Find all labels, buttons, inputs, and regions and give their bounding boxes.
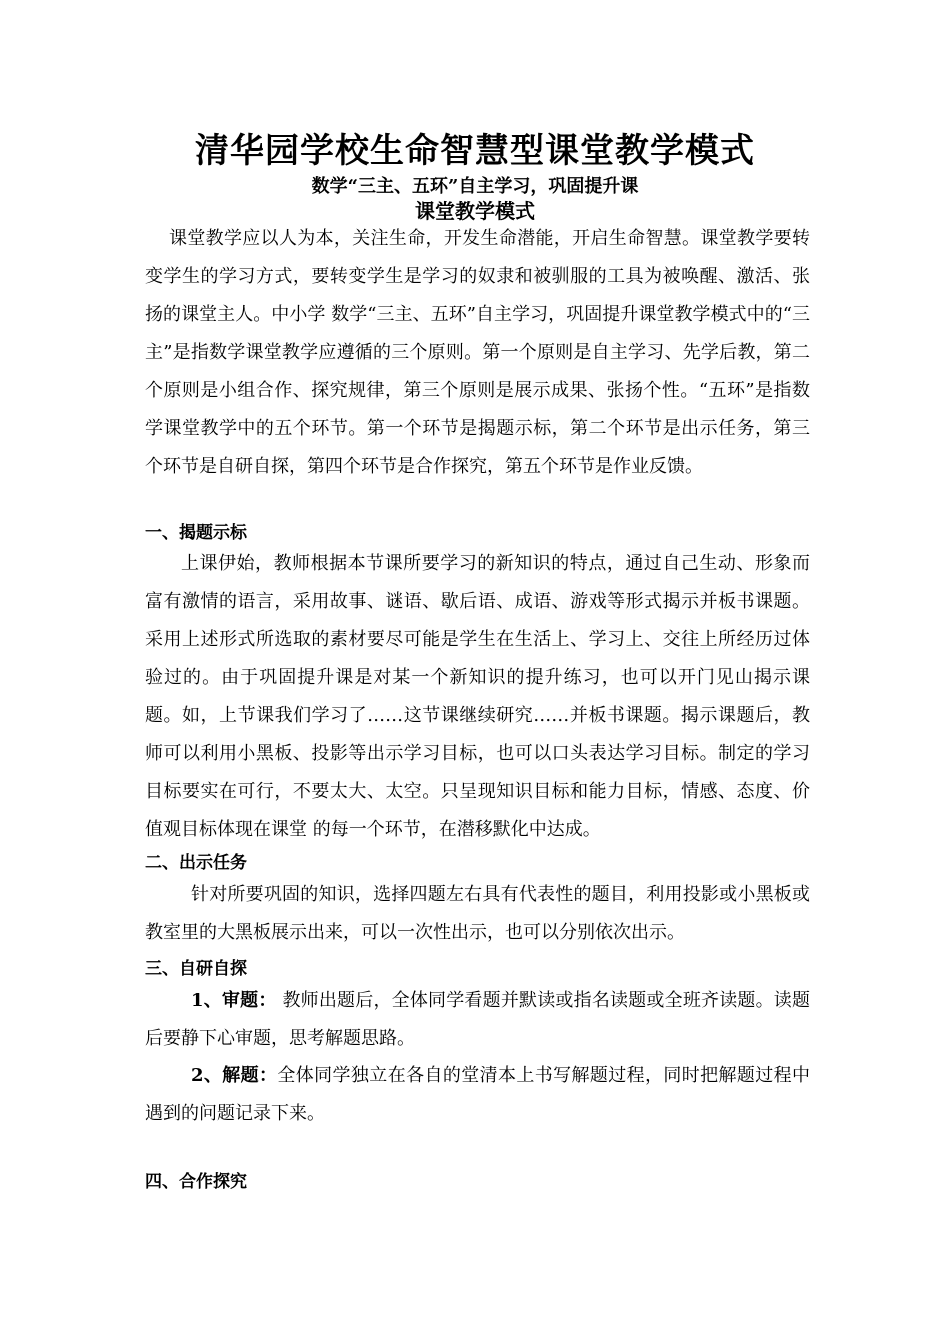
item-2-label: 2、解题： [191,1065,278,1086]
item-1-label: 1、审题： [191,990,277,1011]
intro-paragraph: 课堂教学应以人为本，关注生命，开发生命潜能，开启生命智慧。课堂教学要转变学生的学习方式，要转变学生是学习的奴隶和被驯服的工具为被唤醒、激活、张扬的课堂主人。中小学 数学“三主、五环”自主学习，巩固提升课堂教学模式中的“三主”是指数学课堂教学应遵循的三个原则。第一个原则是自主学习、先学后教，第二个原则是小组合作、探究规律，第三个原则是展示成果、张扬个性。“五环”是指数学课堂教学中的五个环节。第一个环节是揭题示标，第二个环节是出示任务，第三个环节是自研自探，第四个环节是合作探究，第五个环节是作业反馈。 [145,228,810,477]
section-1-paragraph: 上课伊始，教师根据本节课所要学习的新知识的特点，通过自己生动、形象而富有激情的语言，采用故事、谜语、歇后语、成语、游戏等形式揭示并板书课题。采用上述形式所选取的素材要尽可能是学生在生活上、学习上、交往上所经历过体验过的。由于巩固提升课是对某一个新知识的提升练习，也可以开门见山揭示课题。如，上节课我们学习了……这节课继续研究……并板书课题。揭示课题后，教师可以利用小黑板、投影等出示学习目标，也可以口头表达学习目标。制定的学习目标要实在可行，不要太大、太空。只呈现知识目标和能力目标，情感、态度、价值观目标体现在课堂 的每一个环节，在潜移默化中达成。 [145,553,810,840]
item-2-text: 全体同学独立在各自的堂清本上书写解题过程，同时把解题过程中遇到的问题记录下来。 [145,1065,810,1124]
section-2-paragraph: 针对所要巩固的知识，选择四题左右具有代表性的题目，利用投影或小黑板或教室里的大黑板展示出来，可以一次性出示，也可以分别依次出示。 [145,884,810,943]
section-heading-1: 一、揭题示标 [145,523,247,543]
document-title: 清华园学校生命智慧型课堂教学模式 [195,131,755,171]
document-subtitle-line2: 课堂教学模式 [415,199,535,223]
item-1-text: 教师出题后，全体同学看题并默读或指名读题或全班齐读题。读题后要静下心审题，思考解题思路。 [145,990,811,1049]
document-subtitle-line1: 数学“三主、五环”自主学习，巩固提升课 [311,176,639,197]
section-heading-4: 四、合作探究 [145,1172,247,1192]
section-heading-3: 三、自研自探 [145,959,247,979]
section-3-item-1 [145,982,810,1058]
section-heading-2: 二、出示任务 [145,853,247,873]
section-3-item-2 [145,1057,810,1133]
